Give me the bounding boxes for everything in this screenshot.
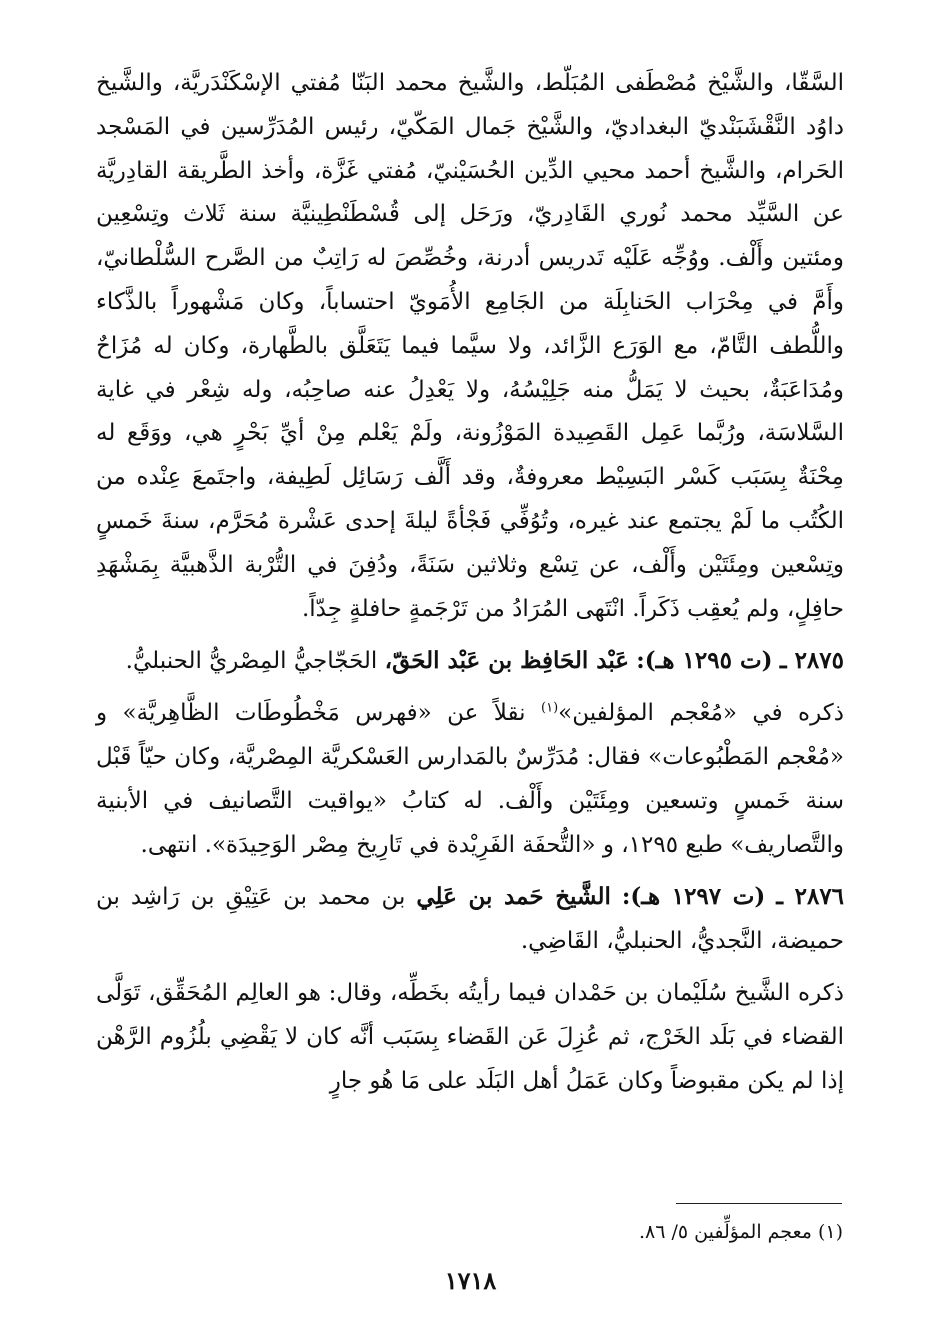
entry-body-paragraph: ذكره الشَّيخ سُلَيْمان بن حَمْدان فيما رأيتُه بخَطِّه، وقال: هو العالِم المُحَقِّق، تَوَلَّى القضاء في بَلَد الخَرْج، ثم عُزِلَ عَن القَضاء بِسَبَب أنَّه كان لا يَقْضِي بلُزُوم الرَّهْن إذا لم يكن مقبوضاً وكان عَمَلُ أهل البَلَد على مَا هُو جارٍ <box>96 979 844 1094</box>
text-segment: ذكره في «مُعْجم المؤلفين» <box>558 700 844 727</box>
footnote: (١) معجم المؤلِّفين ٥/ ٨٦. <box>638 1221 843 1243</box>
footnote-divider <box>676 1203 842 1204</box>
entry-description: الحَجّاجيُّ المِصْريُّ الحنبليُّ. <box>125 648 385 675</box>
entry-name: الشَّيخ حَمد بن عَلِي <box>416 883 611 911</box>
entry-number: ٢٨٧٥ ـ <box>779 647 844 675</box>
entry-death-date: (ت ١٢٩٥ هـ): <box>636 647 773 675</box>
entry-name: عَبْد الحَافِظ بن عَبْد الحَقّ، <box>384 647 629 675</box>
footnote-marker: (١) <box>541 700 559 716</box>
entry-heading-2876 <box>96 875 844 964</box>
entry-number: ٢٨٧٦ ـ <box>776 883 845 911</box>
entry-description: بن محمد بن عَتِيْقِ بن رَاشِد بن حميضة، النَّجديُّ، الحنبليُّ، القَاضِي. <box>96 884 844 955</box>
page-number: ١٧١٨ <box>444 1266 497 1295</box>
entry-heading-2875 <box>96 639 844 684</box>
entry-death-date: (ت ١٢٩٧ هـ): <box>621 883 766 911</box>
page-body <box>96 62 844 1103</box>
entry-body-paragraph <box>96 692 844 867</box>
text-segment: نقلاً عن «فهرس مَخْطُوطَات الظَّاهِريَّة» و «مُعْجم المَطْبُوعات» فقال: مُدَرِّسٌ بالمَدارس العَسْكريَّة المِصْريَّة، وكان حيّاً قَبْل سنة خَمسٍ وتسعين ومِئَتَيْن وأَلْف. له كتابُ «يواقيت التَّصانيف في الأبنية والتَّصاريف» طبع ١٢٩٥، و «التُّحفَة الفَرِيْدة في تَارِيخ مِصْر الوَحِيدَة». انتهى. <box>96 700 844 858</box>
biography-paragraph: السَّقّا، والشَّيْخ مُصْطَفى المُبَلّط، والشَّيخ محمد البَنّا مُفتي الإسْكَنْدَريَّة، والشَّيخ داوُد النَّقْشَبَنْديّ البغداديّ، والشَّيْخ جَمال المَكّيّ، رئيس المُدَرِّسين في المَسْجد الحَرام، والشَّيخ أحمد محيي الدِّين الحُسَيْنيّ، مُفتي غَزَّة، وأخذ الطَّريقة القادِريَّة عن السَّيِّد محمد نُوري القَادِريّ، ورَحَل إلى قُسْطَنْطِينيَّة سنة ثَلاث وتِسْعِين ومئتين وأَلْف. ووُجِّه عَلَيْه تَدريس أدرنة، وخُصِّصَ له رَاتِبٌ من الصَّرح السُّلْطانيّ، وأَمَّ في مِحْرَاب الحَنابِلَة من الجَامِع الأُمَويّ احتساباً، وكان مَشْهوراً بالذَّكاء واللُّطف التَّامّ، مع الوَرَع الزَّائد، ولا سيَّما فيما يَتَعَلَّق بالطَّهارة، وكان له مُزَاحٌ ومُدَاعَبَةٌ، بحيث لا يَمَلُّ منه جَلِيْسُهُ، ولا يَعْدِلُ عنه صاحِبُه، وله شِعْر في غاية السَّلاسَة، ورُبَّما عَمِل القَصِيدة المَوْزُونة، ولَمْ يَعْلم مِنْ أيِّ بَحْرٍ هي، ووَقَع له مِحْنَةٌ بِسَبَب كَسْر البَسِيْط معروفةٌ، وقد أَلَّف رَسَائِل لَطِيفة، واجتَمعَ عِنْده من الكُتُب ما لَمْ يجتمع عند غيره، وتُوُفِّي فَجْأةً ليلةَ إحدى عَشْرة مُحَرَّم، سنةَ خَمسٍ وتِسْعين ومِئَتَيْن وأَلْف، عن تِسْع وثلاثين سَنَةً، ودُفِنَ في التُّرْبة الذَّهبيَّة بِمَشْهَدِ حافِلٍ، ولم يُعقِب ذَكَراً. انْتَهى المُرَادُ من تَرْجَمةٍ حافلةٍ جِدّاً. <box>96 70 844 622</box>
